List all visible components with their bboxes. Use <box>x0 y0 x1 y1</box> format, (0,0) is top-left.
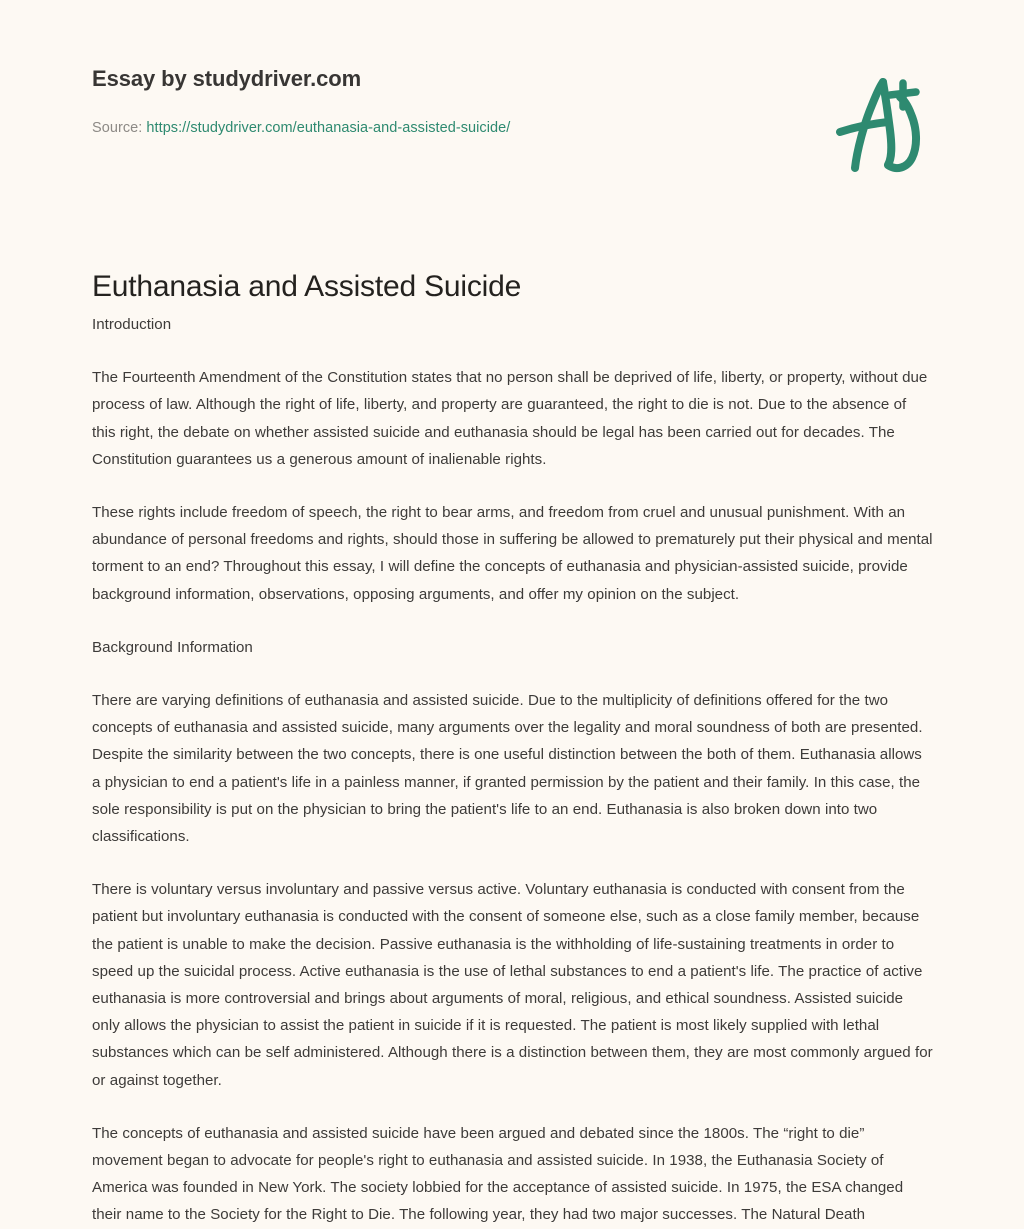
source-label: Source: <box>92 120 143 136</box>
paragraph: There is voluntary versus involuntary and passive versus active. Voluntary euthanasia is conducted with consent from the patient but involuntary euthanasia is conducted with the consent of someone else, such as a close family member, because the patient is unable to make the decision. Passive euthanasia is the withholding of life-sustaining treatments in order to speed up the suicidal process. Active euthanasia is the use of lethal substances to end a patient's life. The practice of active euthanasia is more controversial and brings about arguments of moral, religious, and ethical soundness. Assisted suicide only allows the physician to assist the patient in suicide if it is requested. The patient is most likely supplied with lethal substances which can be self administered. Although there is a distinction between them, they are most commonly argued for or against together. <box>92 881 933 1089</box>
source-line <box>92 120 510 136</box>
paragraph: The concepts of euthanasia and assisted suicide have been argued and debated since the 1800s. The “right to die” movement began to advocate for people's right to euthanasia and assisted suicide. In 1938, the Euthanasia Society of America was founded in New York. The society lobbied for the acceptance of assisted suicide. In 1975, the ESA changed their name to the Society for the Right to Die. The following year, they had two major successes. The Natural Death <box>92 1124 904 1224</box>
source-url-link[interactable]: https://studydriver.com/euthanasia-and-assisted-suicide/ <box>146 120 511 136</box>
page-title: Euthanasia and Assisted Suicide <box>92 270 522 304</box>
paragraph: The Fourteenth Amendment of the Constitution states that no person shall be deprived of life, liberty, or property, without due process of law. Although the right of life, liberty, and property are guaranteed, the right to die is not. Due to the absence of this right, the debate on whether assisted suicide and euthanasia should be legal has been carried out for decades. The Constitution guarantees us a generous amount of inalienable rights. <box>92 369 928 468</box>
section-heading-introduction: Introduction <box>92 316 172 333</box>
paragraph: These rights include freedom of speech, the right to bear arms, and freedom from cruel and unusual punishment. With an abundance of personal freedoms and rights, should those in suffering be allowed to prematurely put their physical and mental torment to an end? Throughout this essay, I will define the concepts of euthanasia and physician-assisted suicide, provide background information, observations, opposing arguments, and offer my opinion on the subject. <box>92 504 933 603</box>
studydriver-a-plus-logo-icon <box>812 72 936 176</box>
byline: Essay by studydriver.com <box>92 66 362 91</box>
article-body <box>92 311 934 1229</box>
document-header <box>0 0 1024 200</box>
paragraph: There are varying definitions of euthanasia and assisted suicide. Due to the multiplicity of definitions offered for the two concepts of euthanasia and assisted suicide, many arguments over the legality and moral soundness of both are presented. Despite the similarity between the two concepts, there is one useful distinction between the both of them. Euthanasia allows a physician to end a patient's life in a painless manner, if granted permission by the patient and their family. In this case, the sole responsibility is put on the physician to bring the patient's life to an end. Euthanasia is also broken down into two classifications. <box>92 692 923 846</box>
section-heading-background-information: Background Information <box>92 638 253 656</box>
